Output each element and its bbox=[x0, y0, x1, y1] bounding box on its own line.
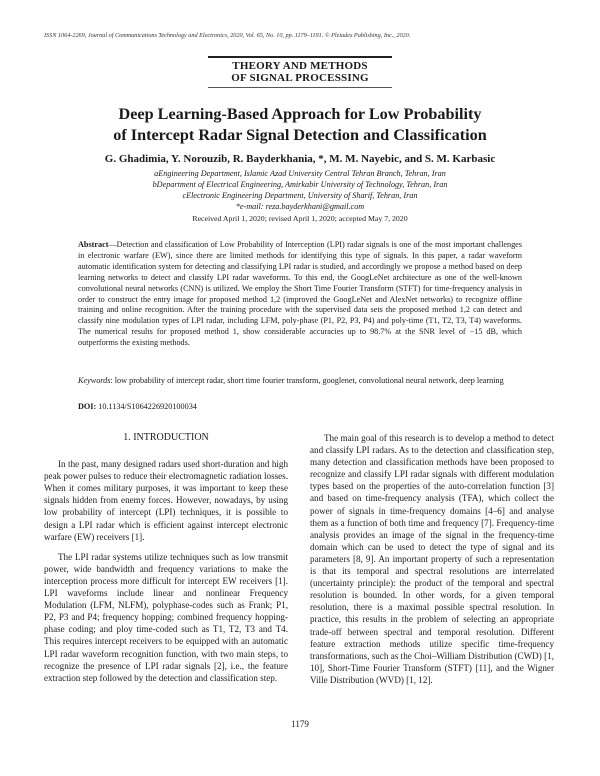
keywords bbox=[78, 376, 522, 387]
doi-value: 10.1134/S1064226920100034 bbox=[96, 402, 197, 411]
page-number: 1179 bbox=[291, 719, 309, 729]
doi bbox=[78, 402, 522, 411]
corresponding-email: *e-mail: reza.bayderkhani@gmail.com bbox=[235, 202, 365, 211]
section-rule-top bbox=[208, 56, 392, 58]
section-rule-bottom bbox=[208, 87, 392, 88]
left-paragraph: The LPI radar systems utilize techniques such as low transmit power, wide bandwidth and frequency variations to make the interception process more difficult for intercept EW receivers [1]. LPI waveforms include linear and nonlinear Frequency Modulation (LFM, NLFM), polyphase-codes such as Frank; P1, P2, P3 and P4; frequency hopping; combined frequency hopping-phase coding; and ploy time-coded such as T1, T2, T3 and T4. This requires intercept receivers to be equipped with an automatic LPI radar waveform recognition function, with two main steps, to recognize the presence of LPI radar signals [2], i.e., the feature extraction step followed by the detection and classification step. bbox=[44, 551, 288, 683]
keywords-text: : low probability of intercept radar, short time fourier transform, googlenet, convolutional neural network, deep learning bbox=[110, 376, 504, 385]
abstract-label: Abstract bbox=[78, 240, 109, 249]
section-heading-line2: OF SIGNAL PROCESSING bbox=[231, 72, 369, 84]
keywords-label: Keywords bbox=[78, 376, 111, 385]
doi-label: DOI: bbox=[78, 402, 97, 411]
affiliation-b: bDepartment of Electrical Engineering, Amirkabir University of Technology, Tehran, Iran bbox=[152, 180, 448, 189]
abstract bbox=[78, 240, 522, 349]
left-paragraph: In the past, many designed radars used short-duration and high peak power pulses to reduce their electromagnetic radiation losses. When it comes military purposes, it was important to keep these signals hidden from enemy forces. However, nowadays, by using low probability of intercept (LPI) techniques, it is possible to design a LPI radar which is efficient against intercept electronic warfare (EW) receivers [1]. bbox=[44, 459, 288, 542]
section-heading-line1: THEORY AND METHODS bbox=[232, 60, 368, 72]
right-paragraph: The main goal of this research is to develop a method to detect and classify LPI radars. As to the detection and classification step, many detection and classification methods have been proposed to recognize and classify LPI radar signals with different modulation types based on the properties of the auto-correlation function [3] and based on time-frequency analysis (TFA), which collect the power of signals in time-frequency domains [4–6] and analyse them as a function of both time and frequency [7]. Frequency-time analysis provides an image of the signal in the frequency-time domain which can be used to detect the type of signal and its parameters [8, 9]. An important property of such a representation is that its temporal and spectral resolutions are interrelated (uncertainty principle): the product of the temporal and spectral resolution is bounded. In other words, for a given temporal resolution, there is a maximal possible spectral resolution. In practice, this results in the problem of selecting an appropriate trade-off between spectral and temporal resolution. Different feature extraction methods utilize specific time-frequency transformations, such as the Choi–William Distribution (CWD) [1, 10], Short-Time Fourier Transform (STFT) [11], and the Wigner Ville Distribution (WVD) [1, 12]. bbox=[310, 433, 554, 685]
author-list: G. Ghadimia, Y. Norouzib, R. Bayderkhania, *, M. M. Nayebic, and S. M. Karbasic bbox=[104, 153, 496, 165]
paper-title-line2: of Intercept Radar Signal Detection and Classification bbox=[113, 126, 487, 144]
abstract-text: —Detection and classification of Low Probability of Interception (LPI) radar signals is one of the most important challenges in electronic warfare (EW), since there are limited methods for identifying this type of signals. In this paper, a radar waveform automatic identification system for detecting and classifying LPI radar is studied, and accordingly we propose a method based on deep learning networks to detect and classify LPI radar waveforms. To this end, the GoogLeNet architecture as one of the well-known convolutional neural networks (CNN) is utilized. We employ the Short Time Fourier Transform (STFT) for time-frequency analysis in order to construct the entry image for proposed method 1,2 (improved the GoogLeNet and AlexNet networks) to recognize offline training and online recognition. After the training procedure with the supervised data sets the proposed method 1,2 can detect and classify nine modulation types of LPI radar, including LFM, poly-phase (P1, P2, P3, P4) and poly-time (T1, T2, T3, T4) waveforms. The numerical results for proposed method 1, show considerable accuracies up to 98.7% at the SNR level of −15 dB, which outperforms the existing methods. bbox=[78, 240, 522, 348]
paper-title-line1: Deep Learning-Based Approach for Low Probability bbox=[118, 105, 482, 123]
received-dates: Received April 1, 2020; revised April 1, 2020; accepted May 7, 2020 bbox=[192, 214, 408, 223]
affiliation-a: aEngineering Department, Islamic Azad University Central Tehran Branch, Tehran, Iran bbox=[154, 169, 446, 178]
paper-title bbox=[60, 104, 540, 146]
journal-citation-line: ISSN 1064-2269, Journal of Communications Technology and Electronics, 2020, Vol. 65, No. 10, pp. 1179–1191. © Pleiades Publishing, Inc., 2020. bbox=[44, 32, 411, 39]
affiliation-c: cElectronic Engineering Department, University of Sharif, Tehran, Iran bbox=[182, 191, 418, 200]
introduction-heading: 1. INTRODUCTION bbox=[123, 432, 209, 443]
left-column bbox=[44, 432, 288, 692]
right-column bbox=[310, 432, 554, 694]
